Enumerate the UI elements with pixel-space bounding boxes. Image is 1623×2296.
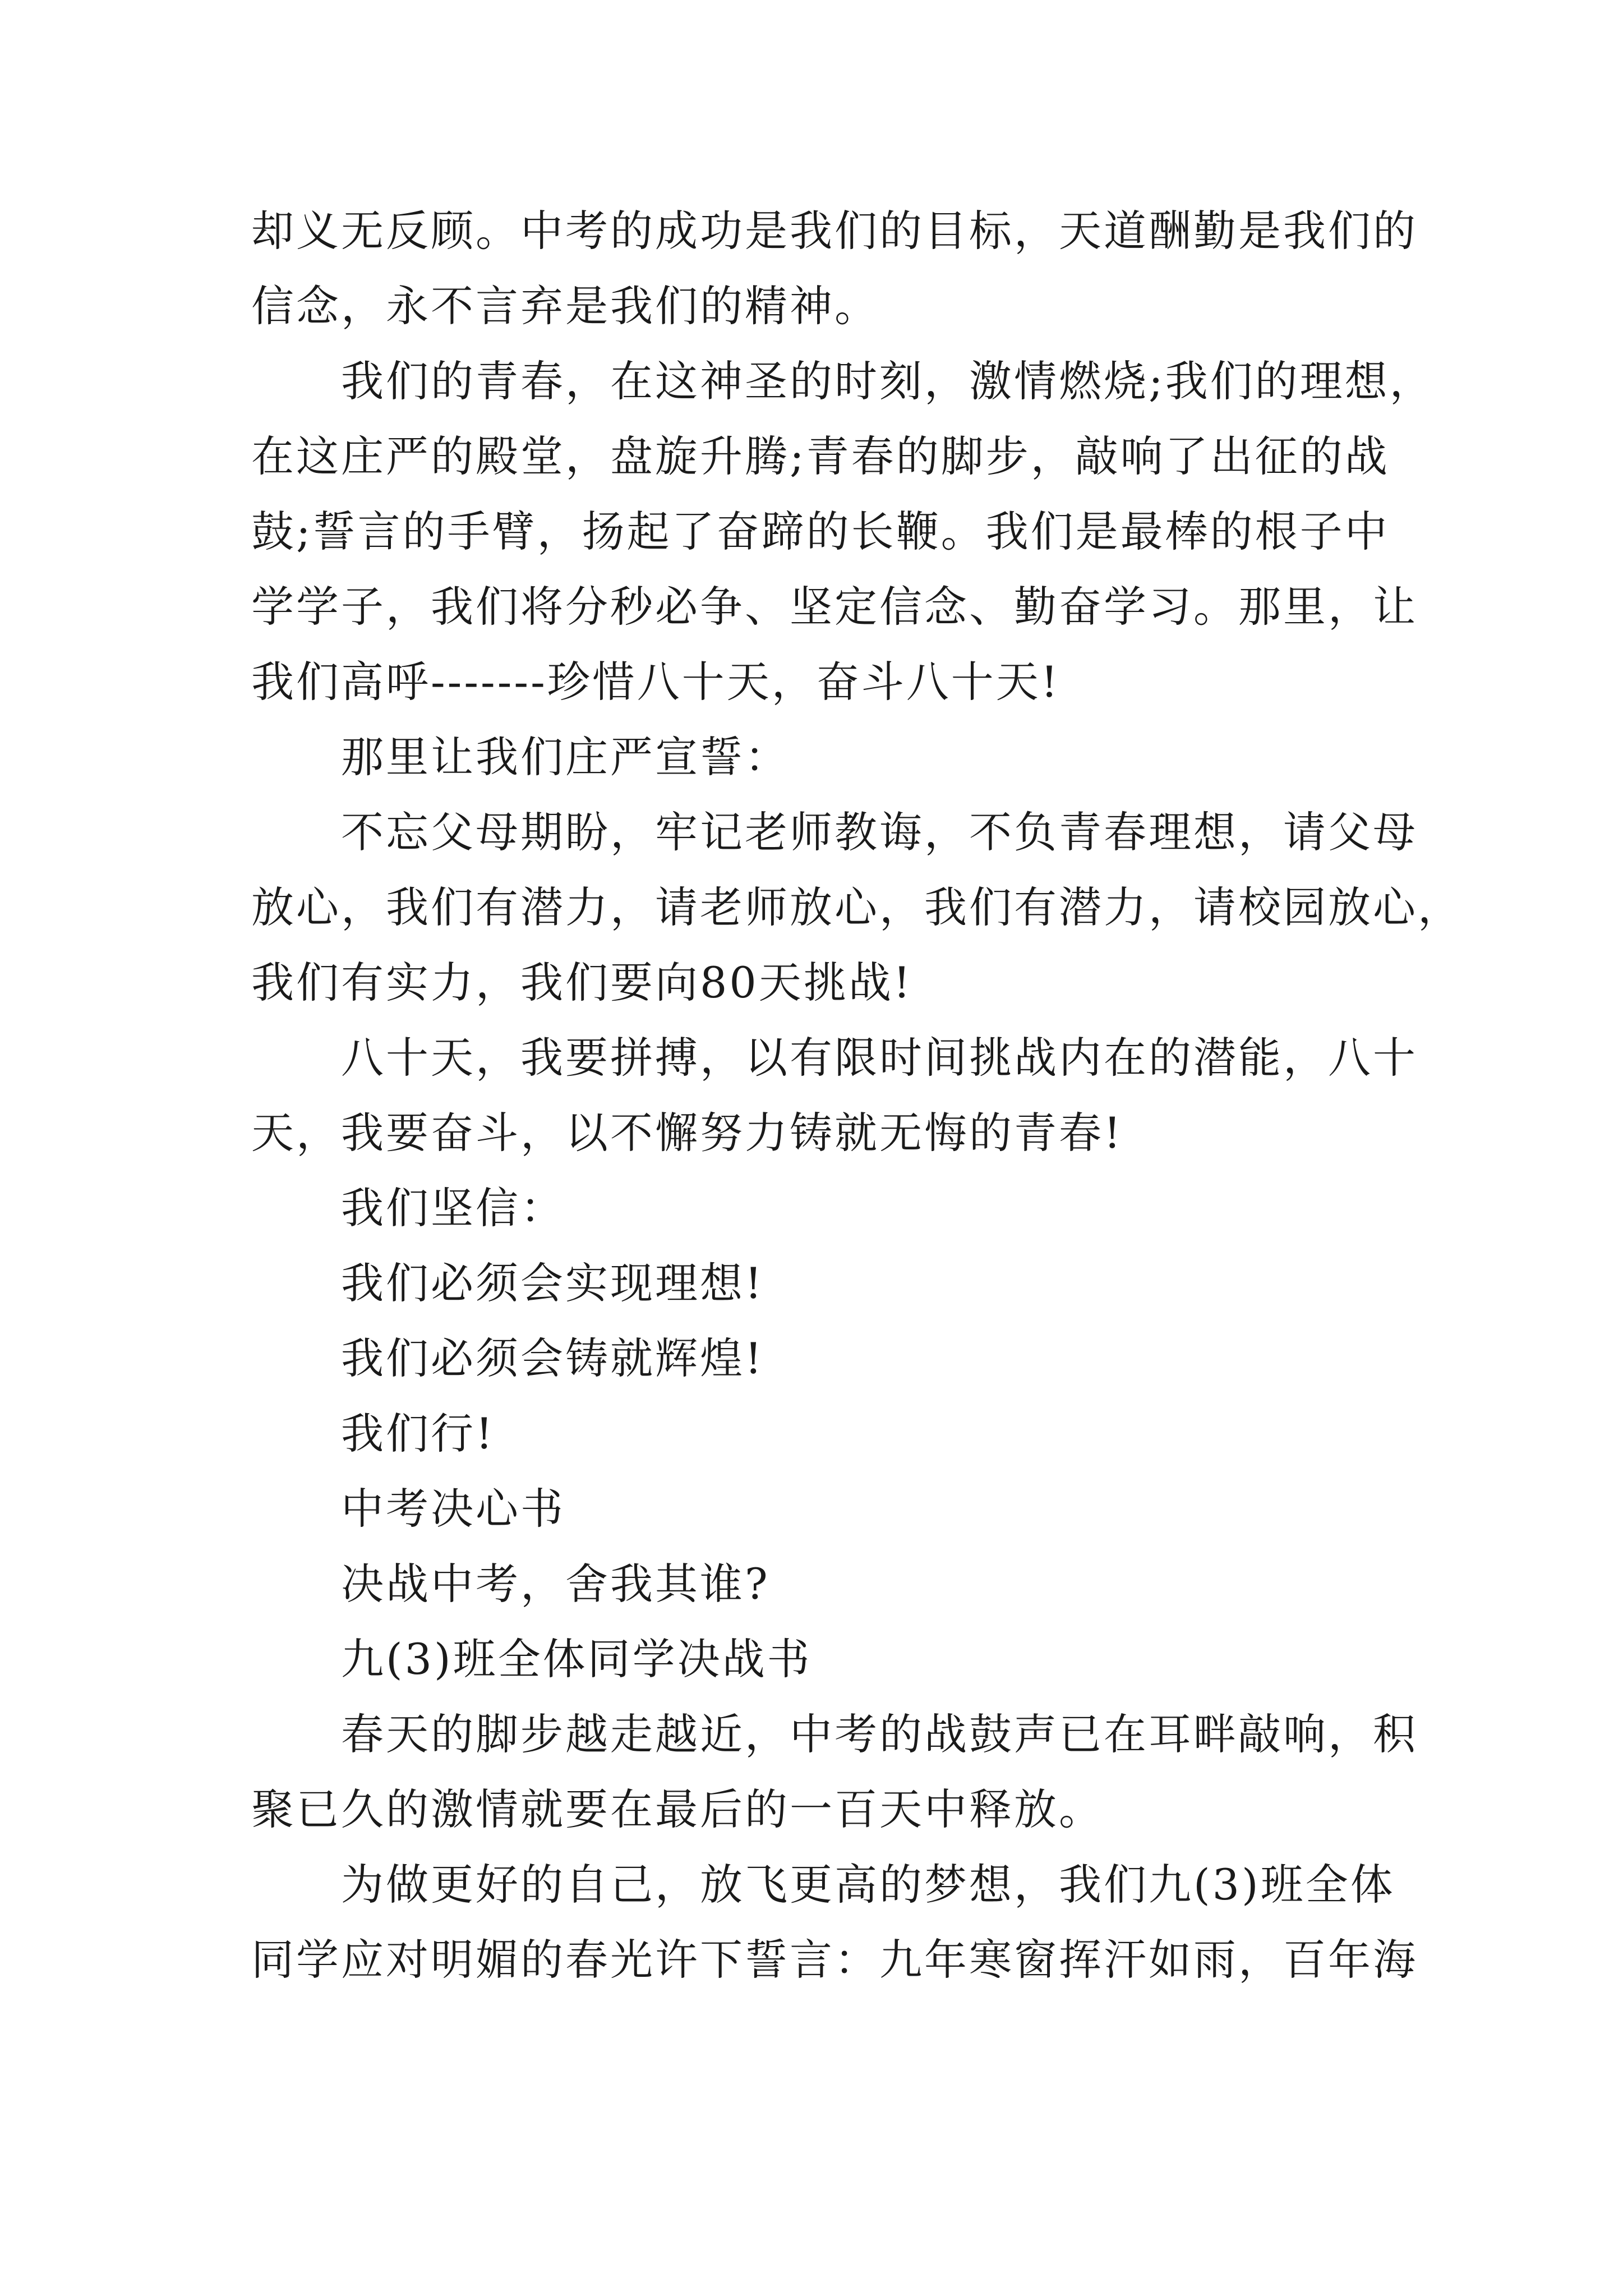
document-body [251,194,1463,1998]
text-line: 同学应对明媚的春光许下誓言：九年寒窗挥汗如雨，百年海 [251,1935,1418,1985]
text-line: 天，我要奋斗，以不懈努力铸就无悔的青春! [251,1108,1123,1158]
text-line: 学学子，我们将分秒必争、坚定信念、勤奋学习。那里，让 [251,582,1418,632]
text-line: 九(3)班全体同学决战书 [341,1634,812,1684]
text-line: 我们必须会实现理想! [341,1258,764,1308]
text-line: 我们有实力，我们要向80天挑战! [251,958,913,1007]
text-line: 我们必须会铸就辉煌! [341,1333,764,1383]
text-line: 信念，永不言弃是我们的精神。 [251,281,879,331]
text-line: 聚已久的激情就要在最后的一百天中释放。 [251,1784,1104,1834]
section-heading: 中考决心书 [341,1484,565,1534]
text-line: 却义无反顾。中考的成功是我们的目标，天道酬勤是我们的 [251,206,1418,256]
text-line: 放心，我们有潜力，请老师放心，我们有潜力，请校园放心， [251,882,1463,932]
text-line: 我们坚信： [341,1183,565,1233]
text-line: 决战中考，舍我其谁? [341,1559,770,1609]
text-line: 鼓;誓言的手臂，扬起了奋蹄的长鞭。我们是最棒的根子中 [251,507,1390,556]
text-line: 八十天，我要拼搏，以有限时间挑战内在的潜能，八十 [341,1033,1418,1083]
text-line: 那里让我们庄严宣誓： [341,732,790,782]
text-line: 我们高呼-------珍惜八十天，奋斗八十天! [251,657,1061,707]
text-line: 我们的青春，在这神圣的时刻，激情燃烧;我们的理想， [341,356,1435,406]
text-line: 为做更好的自己，放飞更高的梦想，我们九(3)班全体 [341,1860,1395,1910]
text-line: 在这庄严的殿堂，盘旋升腾;青春的脚步，敲响了出征的战 [251,431,1390,481]
text-line: 不忘父母期盼，牢记老师教诲，不负青春理想，请父母 [341,807,1418,857]
text-line: 春天的脚步越走越近，中考的战鼓声已在耳畔敲响，积 [341,1709,1418,1759]
text-line: 我们行! [341,1409,495,1458]
